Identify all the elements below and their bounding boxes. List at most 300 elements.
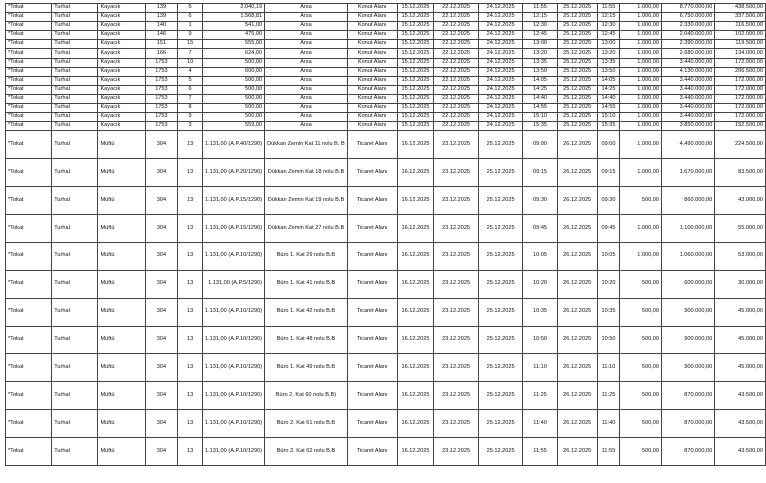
share-cell: 1.000,00 (620, 94, 662, 103)
district-cell: Turhal (52, 270, 98, 298)
table-row (6, 94, 766, 103)
second-auction-date-cell: 26.12.2025 (557, 187, 597, 215)
announcement-date-cell: 16.12.2025 (397, 270, 434, 298)
first-auction-time-cell: 12:45 (523, 31, 557, 40)
parcel-no-cell: 5 (178, 76, 203, 85)
area-cell: 559,00 (203, 122, 265, 131)
property-type-cell: Büro 2. Kat 60 nolu B.B) (265, 382, 348, 410)
neighborhood-cell: Müftü (98, 187, 145, 215)
second-auction-date-cell: 26.12.2025 (557, 159, 597, 187)
first-auction-time-cell: 09:30 (523, 187, 557, 215)
second-auction-time-cell: 11:40 (597, 410, 620, 438)
share-cell: 1.000,00 (620, 113, 662, 122)
announcement-date-cell: 15.12.2025 (397, 31, 434, 40)
property-type-cell: Büro 1. Kat 41 nolu B.B (265, 270, 348, 298)
property-type-cell: Arsa (265, 58, 348, 67)
province-cell: *Tokat (6, 4, 52, 13)
second-auction-date-cell: 26.12.2025 (557, 438, 597, 466)
table-row (6, 159, 766, 187)
second-auction-time-cell: 13:00 (597, 40, 620, 49)
property-type-cell: Dükkan Zemin Kat 19 nolu B.B (265, 187, 348, 215)
second-auction-time-cell: 11:55 (597, 438, 620, 466)
neighborhood-cell: Kayacık (98, 4, 145, 13)
district-cell: Turhal (52, 4, 98, 13)
estimated-value-cell: 860.000,00 (661, 187, 714, 215)
table-row (6, 270, 766, 298)
first-auction-date-cell: 25.12.2025 (478, 298, 523, 326)
block-no-cell: 1753 (145, 94, 177, 103)
estimated-value-cell: 900.000,00 (661, 354, 714, 382)
announcement-date-cell: 15.12.2025 (397, 13, 434, 22)
parcel-no-cell: 13 (178, 410, 203, 438)
neighborhood-cell: Müftü (98, 159, 145, 187)
district-cell: Turhal (52, 382, 98, 410)
first-auction-date-cell: 24.12.2025 (478, 4, 523, 13)
block-no-cell: 1753 (145, 122, 177, 131)
second-auction-time-cell: 09:15 (597, 159, 620, 187)
second-auction-date-cell: 26.12.2025 (557, 242, 597, 270)
estimated-value-cell: 600.000,00 (661, 270, 714, 298)
estimated-value-cell: 1.670.000,00 (661, 159, 714, 187)
second-auction-date-cell: 25.12.2025 (557, 49, 597, 58)
deposit-cell: 206.500,00 (715, 67, 766, 76)
second-auction-time-cell: 10:35 (597, 298, 620, 326)
first-auction-date-cell: 25.12.2025 (478, 354, 523, 382)
table-row (6, 85, 766, 94)
district-cell: Turhal (52, 298, 98, 326)
auction-listing-table (5, 3, 766, 466)
estimated-value-cell: 4.490.000,00 (661, 131, 714, 159)
first-auction-time-cell: 10:20 (523, 270, 557, 298)
table-row (6, 22, 766, 31)
estimated-value-cell: 2.040.000,00 (661, 31, 714, 40)
zoning-cell: Konut Alanı (347, 40, 397, 49)
estimated-value-cell: 2.680.000,00 (661, 49, 714, 58)
parcel-no-cell: 13 (178, 298, 203, 326)
block-no-cell: 304 (145, 354, 177, 382)
table-row (6, 382, 766, 410)
second-auction-date-cell: 25.12.2025 (557, 104, 597, 113)
second-auction-time-cell: 13:20 (597, 49, 620, 58)
announcement-date-cell: 16.12.2025 (397, 131, 434, 159)
zoning-cell: Konut Alanı (347, 76, 397, 85)
block-no-cell: 304 (145, 242, 177, 270)
parcel-no-cell: 9 (178, 31, 203, 40)
property-type-cell: Arsa (265, 22, 348, 31)
table-row (6, 58, 766, 67)
area-cell: 1.131,00 (A.P.20/1290) (203, 159, 265, 187)
area-cell: 475,00 (203, 31, 265, 40)
deposit-cell: 116.500,00 (715, 22, 766, 31)
table-row (6, 67, 766, 76)
first-auction-time-cell: 11:40 (523, 410, 557, 438)
area-cell: 1.131,00 (A.P.10/1290) (203, 438, 265, 466)
share-cell: 1.000,00 (620, 131, 662, 159)
first-auction-time-cell: 09:00 (523, 131, 557, 159)
second-auction-time-cell: 14:25 (597, 85, 620, 94)
first-auction-time-cell: 11:10 (523, 354, 557, 382)
zoning-cell: Ticaret Alanı (347, 159, 397, 187)
zoning-cell: Konut Alanı (347, 13, 397, 22)
block-no-cell: 139 (145, 13, 177, 22)
second-auction-time-cell: 13:50 (597, 67, 620, 76)
block-no-cell: 1753 (145, 58, 177, 67)
deposit-cell: 43.000,00 (715, 187, 766, 215)
block-no-cell: 304 (145, 270, 177, 298)
property-type-cell: Büro 1. Kat 49 nolu B.B (265, 354, 348, 382)
neighborhood-cell: Kayacık (98, 22, 145, 31)
share-cell: 1.000,00 (620, 85, 662, 94)
parcel-no-cell: 10 (178, 58, 203, 67)
district-cell: Turhal (52, 94, 98, 103)
province-cell: *Tokat (6, 242, 52, 270)
parcel-no-cell: 4 (178, 67, 203, 76)
table-row (6, 410, 766, 438)
application-date-cell: 23.12.2025 (434, 214, 479, 242)
first-auction-date-cell: 25.12.2025 (478, 242, 523, 270)
table-row (6, 298, 766, 326)
block-no-cell: 1753 (145, 85, 177, 94)
deposit-cell: 438.500,00 (715, 4, 766, 13)
province-cell: *Tokat (6, 326, 52, 354)
neighborhood-cell: Müftü (98, 438, 145, 466)
parcel-no-cell: 7 (178, 94, 203, 103)
first-auction-date-cell: 24.12.2025 (478, 58, 523, 67)
area-cell: 600,00 (203, 67, 265, 76)
first-auction-time-cell: 12:15 (523, 13, 557, 22)
neighborhood-cell: Kayacık (98, 76, 145, 85)
first-auction-time-cell: 09:45 (523, 214, 557, 242)
area-cell: 1.568,81 (203, 13, 265, 22)
zoning-cell: Ticaret Alanı (347, 354, 397, 382)
area-cell: 1.131,00 (A.P.5/1290) (203, 270, 265, 298)
share-cell: 1.000,00 (620, 40, 662, 49)
first-auction-time-cell: 09:15 (523, 159, 557, 187)
second-auction-time-cell: 11:25 (597, 382, 620, 410)
first-auction-date-cell: 24.12.2025 (478, 122, 523, 131)
area-cell: 624,00 (203, 49, 265, 58)
first-auction-date-cell: 24.12.2025 (478, 49, 523, 58)
neighborhood-cell: Kayacık (98, 58, 145, 67)
second-auction-time-cell: 11:55 (597, 4, 620, 13)
district-cell: Turhal (52, 104, 98, 113)
property-type-cell: Arsa (265, 122, 348, 131)
second-auction-date-cell: 25.12.2025 (557, 31, 597, 40)
application-date-cell: 22.12.2025 (434, 85, 479, 94)
zoning-cell: Konut Alanı (347, 94, 397, 103)
district-cell: Turhal (52, 85, 98, 94)
second-auction-date-cell: 25.12.2025 (557, 76, 597, 85)
share-cell: 500,00 (620, 410, 662, 438)
property-type-cell: Büro 2. Kat 62 nolu B.B (265, 438, 348, 466)
second-auction-time-cell: 14:55 (597, 104, 620, 113)
zoning-cell: Konut Alanı (347, 49, 397, 58)
second-auction-time-cell: 10:50 (597, 326, 620, 354)
zoning-cell: Konut Alanı (347, 22, 397, 31)
estimated-value-cell: 2.390.000,00 (661, 40, 714, 49)
zoning-cell: Konut Alanı (347, 122, 397, 131)
table-row (6, 113, 766, 122)
district-cell: Turhal (52, 58, 98, 67)
block-no-cell: 146 (145, 31, 177, 40)
second-auction-date-cell: 25.12.2025 (557, 22, 597, 31)
deposit-cell: 45.000,00 (715, 298, 766, 326)
announcement-date-cell: 15.12.2025 (397, 22, 434, 31)
first-auction-date-cell: 25.12.2025 (478, 214, 523, 242)
district-cell: Turhal (52, 242, 98, 270)
neighborhood-cell: Kayacık (98, 94, 145, 103)
announcement-date-cell: 15.12.2025 (397, 76, 434, 85)
second-auction-date-cell: 25.12.2025 (557, 67, 597, 76)
table-row (6, 122, 766, 131)
parcel-no-cell: 7 (178, 49, 203, 58)
second-auction-date-cell: 25.12.2025 (557, 122, 597, 131)
announcement-date-cell: 16.12.2025 (397, 382, 434, 410)
deposit-cell: 43.500,00 (715, 410, 766, 438)
deposit-cell: 102.000,00 (715, 31, 766, 40)
parcel-no-cell: 1 (178, 22, 203, 31)
district-cell: Turhal (52, 22, 98, 31)
second-auction-time-cell: 12:15 (597, 13, 620, 22)
application-date-cell: 22.12.2025 (434, 40, 479, 49)
zoning-cell: Ticaret Alanı (347, 242, 397, 270)
first-auction-time-cell: 11:55 (523, 4, 557, 13)
deposit-cell: 172.000,00 (715, 76, 766, 85)
announcement-date-cell: 16.12.2025 (397, 242, 434, 270)
application-date-cell: 22.12.2025 (434, 4, 479, 13)
parcel-no-cell: 6 (178, 85, 203, 94)
area-cell: 500,00 (203, 113, 265, 122)
second-auction-date-cell: 25.12.2025 (557, 40, 597, 49)
province-cell: *Tokat (6, 104, 52, 113)
deposit-cell: 192.500,00 (715, 122, 766, 131)
zoning-cell: Ticaret Alanı (347, 326, 397, 354)
block-no-cell: 304 (145, 159, 177, 187)
province-cell: *Tokat (6, 214, 52, 242)
first-auction-time-cell: 14:55 (523, 104, 557, 113)
first-auction-date-cell: 24.12.2025 (478, 22, 523, 31)
neighborhood-cell: Kayacık (98, 113, 145, 122)
block-no-cell: 304 (145, 298, 177, 326)
first-auction-date-cell: 24.12.2025 (478, 76, 523, 85)
province-cell: *Tokat (6, 94, 52, 103)
neighborhood-cell: Müftü (98, 131, 145, 159)
area-cell: 500,00 (203, 76, 265, 85)
block-no-cell: 304 (145, 187, 177, 215)
zoning-cell: Ticaret Alanı (347, 298, 397, 326)
neighborhood-cell: Kayacık (98, 40, 145, 49)
first-auction-time-cell: 13:00 (523, 40, 557, 49)
deposit-cell: 53.000,00 (715, 242, 766, 270)
property-type-cell: Arsa (265, 94, 348, 103)
parcel-no-cell: 13 (178, 131, 203, 159)
block-no-cell: 1753 (145, 76, 177, 85)
parcel-no-cell: 3 (178, 122, 203, 131)
province-cell: *Tokat (6, 159, 52, 187)
first-auction-time-cell: 14:40 (523, 94, 557, 103)
estimated-value-cell: 3.440.000,00 (661, 94, 714, 103)
first-auction-time-cell: 10:05 (523, 242, 557, 270)
application-date-cell: 23.12.2025 (434, 326, 479, 354)
share-cell: 1.000,00 (620, 13, 662, 22)
first-auction-date-cell: 24.12.2025 (478, 104, 523, 113)
second-auction-date-cell: 26.12.2025 (557, 131, 597, 159)
block-no-cell: 139 (145, 4, 177, 13)
application-date-cell: 23.12.2025 (434, 354, 479, 382)
neighborhood-cell: Müftü (98, 354, 145, 382)
property-type-cell: Arsa (265, 13, 348, 22)
share-cell: 1.000,00 (620, 242, 662, 270)
second-auction-date-cell: 26.12.2025 (557, 270, 597, 298)
announcement-date-cell: 15.12.2025 (397, 113, 434, 122)
application-date-cell: 22.12.2025 (434, 104, 479, 113)
district-cell: Turhal (52, 326, 98, 354)
announcement-date-cell: 15.12.2025 (397, 40, 434, 49)
zoning-cell: Ticaret Alanı (347, 187, 397, 215)
first-auction-date-cell: 25.12.2025 (478, 159, 523, 187)
parcel-no-cell: 5 (178, 4, 203, 13)
property-type-cell: Arsa (265, 104, 348, 113)
estimated-value-cell: 4.130.000,00 (661, 67, 714, 76)
second-auction-time-cell: 14:05 (597, 76, 620, 85)
estimated-value-cell: 870.000,00 (661, 382, 714, 410)
property-type-cell: Arsa (265, 113, 348, 122)
area-cell: 500,00 (203, 58, 265, 67)
district-cell: Turhal (52, 49, 98, 58)
area-cell: 1.131,00 (A.P.15/1290) (203, 187, 265, 215)
property-type-cell: Arsa (265, 40, 348, 49)
area-cell: 541,00 (203, 22, 265, 31)
announcement-date-cell: 16.12.2025 (397, 410, 434, 438)
first-auction-date-cell: 24.12.2025 (478, 113, 523, 122)
announcement-date-cell: 16.12.2025 (397, 438, 434, 466)
block-no-cell: 151 (145, 40, 177, 49)
zoning-cell: Ticaret Alanı (347, 382, 397, 410)
second-auction-time-cell: 12:30 (597, 22, 620, 31)
property-type-cell: Dükkan Zemin Kat 18 nolu B.B (265, 159, 348, 187)
table-row (6, 76, 766, 85)
table-row (6, 131, 766, 159)
first-auction-date-cell: 25.12.2025 (478, 438, 523, 466)
estimated-value-cell: 3.850.000,00 (661, 122, 714, 131)
estimated-value-cell: 3.440.000,00 (661, 113, 714, 122)
property-type-cell: Büro 1. Kat 48 nolu B.B (265, 326, 348, 354)
table-row (6, 187, 766, 215)
first-auction-time-cell: 10:35 (523, 298, 557, 326)
block-no-cell: 166 (145, 49, 177, 58)
deposit-cell: 337.500,00 (715, 13, 766, 22)
property-type-cell: Büro 1. Kat 29 nolu B.B (265, 242, 348, 270)
announcement-date-cell: 16.12.2025 (397, 159, 434, 187)
first-auction-time-cell: 13:35 (523, 58, 557, 67)
application-date-cell: 22.12.2025 (434, 58, 479, 67)
application-date-cell: 22.12.2025 (434, 122, 479, 131)
zoning-cell: Ticaret Alanı (347, 131, 397, 159)
table-row (6, 242, 766, 270)
table-row (6, 326, 766, 354)
second-auction-time-cell: 14:40 (597, 94, 620, 103)
block-no-cell: 1753 (145, 67, 177, 76)
second-auction-time-cell: 09:00 (597, 131, 620, 159)
announcement-date-cell: 15.12.2025 (397, 122, 434, 131)
table-row (6, 4, 766, 13)
area-cell: 500,00 (203, 104, 265, 113)
first-auction-date-cell: 25.12.2025 (478, 270, 523, 298)
province-cell: *Tokat (6, 382, 52, 410)
application-date-cell: 23.12.2025 (434, 242, 479, 270)
estimated-value-cell: 3.440.000,00 (661, 104, 714, 113)
parcel-no-cell: 13 (178, 242, 203, 270)
district-cell: Turhal (52, 354, 98, 382)
province-cell: *Tokat (6, 85, 52, 94)
table-row (6, 354, 766, 382)
zoning-cell: Ticaret Alanı (347, 214, 397, 242)
application-date-cell: 22.12.2025 (434, 31, 479, 40)
application-date-cell: 22.12.2025 (434, 67, 479, 76)
parcel-no-cell: 13 (178, 382, 203, 410)
first-auction-time-cell: 12:30 (523, 22, 557, 31)
area-cell: 555,00 (203, 40, 265, 49)
block-no-cell: 140 (145, 22, 177, 31)
zoning-cell: Konut Alanı (347, 58, 397, 67)
second-auction-date-cell: 26.12.2025 (557, 410, 597, 438)
share-cell: 1.000,00 (620, 214, 662, 242)
deposit-cell: 172.000,00 (715, 94, 766, 103)
province-cell: *Tokat (6, 122, 52, 131)
block-no-cell: 304 (145, 214, 177, 242)
parcel-no-cell: 13 (178, 270, 203, 298)
zoning-cell: Ticaret Alanı (347, 438, 397, 466)
province-cell: *Tokat (6, 58, 52, 67)
zoning-cell: Konut Alanı (347, 31, 397, 40)
second-auction-date-cell: 25.12.2025 (557, 13, 597, 22)
announcement-date-cell: 16.12.2025 (397, 354, 434, 382)
property-type-cell: Arsa (265, 76, 348, 85)
area-cell: 1.131,00 (A.P.10/1290) (203, 354, 265, 382)
neighborhood-cell: Kayacık (98, 104, 145, 113)
parcel-no-cell: 13 (178, 159, 203, 187)
estimated-value-cell: 900.000,00 (661, 326, 714, 354)
application-date-cell: 22.12.2025 (434, 76, 479, 85)
first-auction-date-cell: 25.12.2025 (478, 131, 523, 159)
first-auction-time-cell: 11:25 (523, 382, 557, 410)
estimated-value-cell: 900.000,00 (661, 298, 714, 326)
deposit-cell: 30.000,00 (715, 270, 766, 298)
announcement-date-cell: 16.12.2025 (397, 326, 434, 354)
first-auction-date-cell: 25.12.2025 (478, 410, 523, 438)
zoning-cell: Ticaret Alanı (347, 270, 397, 298)
share-cell: 1.000,00 (620, 159, 662, 187)
province-cell: *Tokat (6, 187, 52, 215)
deposit-cell: 172.000,00 (715, 104, 766, 113)
neighborhood-cell: Kayacık (98, 122, 145, 131)
block-no-cell: 304 (145, 410, 177, 438)
province-cell: *Tokat (6, 438, 52, 466)
property-type-cell: Arsa (265, 31, 348, 40)
announcement-date-cell: 15.12.2025 (397, 4, 434, 13)
area-cell: 1.131,00 (A.P.10/1290) (203, 298, 265, 326)
parcel-no-cell: 6 (178, 13, 203, 22)
property-type-cell: Dükkan Zemin Kat 11 nolu B. B (265, 131, 348, 159)
first-auction-date-cell: 24.12.2025 (478, 94, 523, 103)
deposit-cell: 119.500,00 (715, 40, 766, 49)
district-cell: Turhal (52, 31, 98, 40)
area-cell: 2.040,19 (203, 4, 265, 13)
second-auction-date-cell: 25.12.2025 (557, 113, 597, 122)
announcement-date-cell: 16.12.2025 (397, 187, 434, 215)
second-auction-time-cell: 15:35 (597, 122, 620, 131)
table-row (6, 104, 766, 113)
